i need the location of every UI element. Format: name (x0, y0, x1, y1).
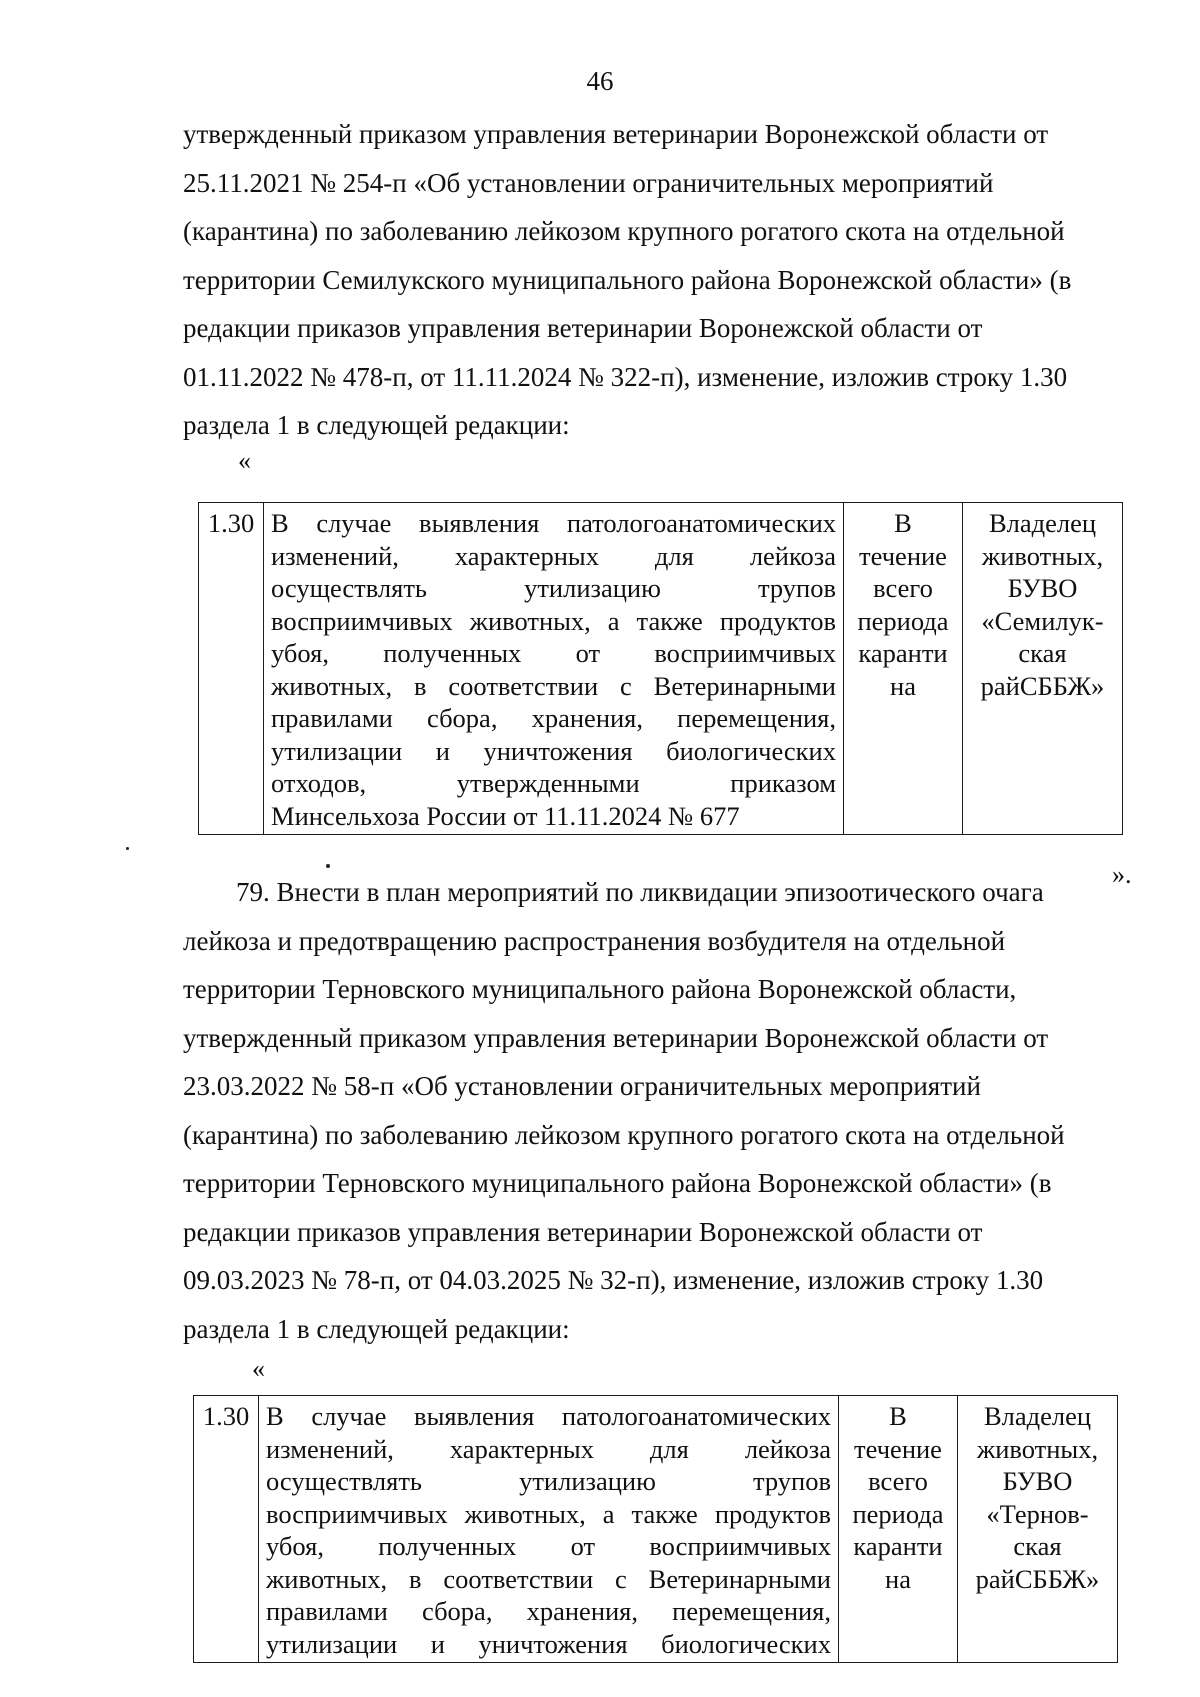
text-line: периода (852, 1498, 944, 1529)
text-line: периода (857, 605, 949, 636)
text-line: лейкоза и предотвращению распространения возбудителя на отдельной (183, 925, 1006, 956)
amendment-table-2 (193, 1395, 1118, 1663)
text-line: животных, (976, 1433, 1099, 1464)
period-cell (839, 1396, 958, 1663)
text-line: В случае выявления патологоанатомических (271, 508, 836, 538)
text-line: убоя, полученных от восприимчивых (266, 1531, 831, 1561)
text-line: изменений, характерных для лейкоза (266, 1433, 831, 1464)
text-line: ская (1013, 1531, 1062, 1561)
close-quote: ». (1112, 860, 1132, 889)
text-line: 09.03.2023 № 78-п, от 04.03.2025 № 32-п), изменение, изложив строку 1.30 (183, 1265, 1044, 1295)
scan-speck (126, 847, 129, 850)
text-line: животных, в соответствии с Ветеринарными (266, 1563, 831, 1594)
text-line: осуществлять утилизацию трупов (271, 573, 836, 603)
paragraph-2 (183, 868, 1145, 1353)
text-line: раздела 1 в следующей редакции: (183, 410, 570, 440)
responsible-cell (963, 503, 1123, 835)
text-line: осуществлять утилизацию трупов (266, 1466, 831, 1496)
paragraph-1 (183, 110, 1145, 450)
text-line: ская (1018, 638, 1067, 668)
text-line: животных, в соответствии с Ветеринарными (271, 670, 836, 701)
text-line: территории Терновского муниципального района Воронежской области» (в (183, 1168, 1052, 1198)
text-line: утвержденный приказом управления ветеринарии Воронежской области от (183, 1022, 1049, 1053)
responsible-cell (958, 1396, 1118, 1663)
measure-text (264, 503, 844, 835)
open-quote: « (238, 446, 251, 475)
table-row (199, 503, 1123, 835)
measure-text (259, 1396, 839, 1663)
text-line: течение (859, 540, 947, 571)
text-line: на (890, 670, 916, 701)
text-line: изменений, характерных для лейкоза (271, 540, 836, 571)
text-line: восприимчивых животных, а также продуктов (271, 605, 836, 636)
period-cell (844, 503, 963, 835)
text-line: Минсельхоза России от 11.11.2024 № 677 (271, 800, 740, 831)
text-line: Владелец (983, 1401, 1092, 1431)
open-quote: « (252, 1354, 265, 1383)
paragraph-2-text (183, 868, 1145, 1353)
text-line: (карантина) по заболеванию лейкозом крупного рогатого скота на отдельной (183, 1119, 1065, 1150)
text-line: В (889, 1401, 907, 1431)
text-line: территории Семилукского муниципального района Воронежской области» (в (183, 264, 1072, 295)
text-line: течение (854, 1433, 942, 1464)
text-line: утвержденный приказом управления ветеринарии Воронежской области от (183, 119, 1049, 149)
text-line: раздела 1 в следующей редакции: (183, 1313, 570, 1344)
text-line: всего (868, 1466, 928, 1496)
text-line: отходов, утвержденными приказом (271, 768, 836, 798)
row-number: 1.30 (194, 1396, 259, 1663)
text-line: райСББЖ» (975, 1563, 1100, 1594)
text-line: утилизации и уничтожения биологических (266, 1628, 831, 1659)
table-2-clip (0, 1383, 1200, 1697)
row-number: 1.30 (199, 503, 264, 835)
text-line: БУВО (1007, 573, 1078, 603)
text-line: утилизации и уничтожения биологических (271, 735, 836, 766)
text-line: каранти (853, 1531, 943, 1561)
text-line: редакции приказов управления ветеринарии Воронежской области от (183, 1216, 983, 1247)
amendment-table-1 (198, 502, 1123, 835)
text-line: (карантина) по заболеванию лейкозом крупного рогатого скота на отдельной (183, 216, 1065, 246)
text-line: восприимчивых животных, а также продуктов (266, 1498, 831, 1529)
text-line: Владелец (988, 508, 1097, 538)
text-line: райСББЖ» (980, 670, 1105, 701)
page-number: 46 (586, 66, 614, 96)
text-line: каранти (858, 638, 948, 668)
text-line: «Семилук- (981, 605, 1104, 636)
text-line: 25.11.2021 № 254-п «Об установлении ограничительных мероприятий (183, 167, 994, 198)
text-line: «Тернов- (986, 1498, 1089, 1529)
text-line: БУВО (1002, 1466, 1073, 1496)
text-line: правилами сбора, хранения, перемещения, (266, 1596, 831, 1626)
text-line: территории Терновского муниципального района Воронежской области, (183, 974, 1017, 1004)
text-line: правилами сбора, хранения, перемещения, (271, 703, 836, 733)
text-line: редакции приказов управления ветеринарии Воронежской области от (183, 313, 983, 343)
text-line: убоя, полученных от восприимчивых (271, 638, 836, 668)
paragraph-1-text (183, 110, 1145, 450)
text-line: на (885, 1563, 911, 1594)
text-line: всего (873, 573, 933, 603)
text-line: 79. Внести в план мероприятий по ликвидации эпизоотического очага (236, 877, 1044, 907)
text-line: В (894, 508, 912, 538)
table-row (194, 1396, 1118, 1663)
text-line: животных, (981, 540, 1104, 571)
text-line: В случае выявления патологоанатомических (266, 1401, 831, 1431)
text-line: 01.11.2022 № 478-п, от 11.11.2024 № 322-п), изменение, изложив строку 1.30 (183, 361, 1068, 392)
text-line: 23.03.2022 № 58-п «Об установлении ограничительных мероприятий (183, 1071, 981, 1101)
